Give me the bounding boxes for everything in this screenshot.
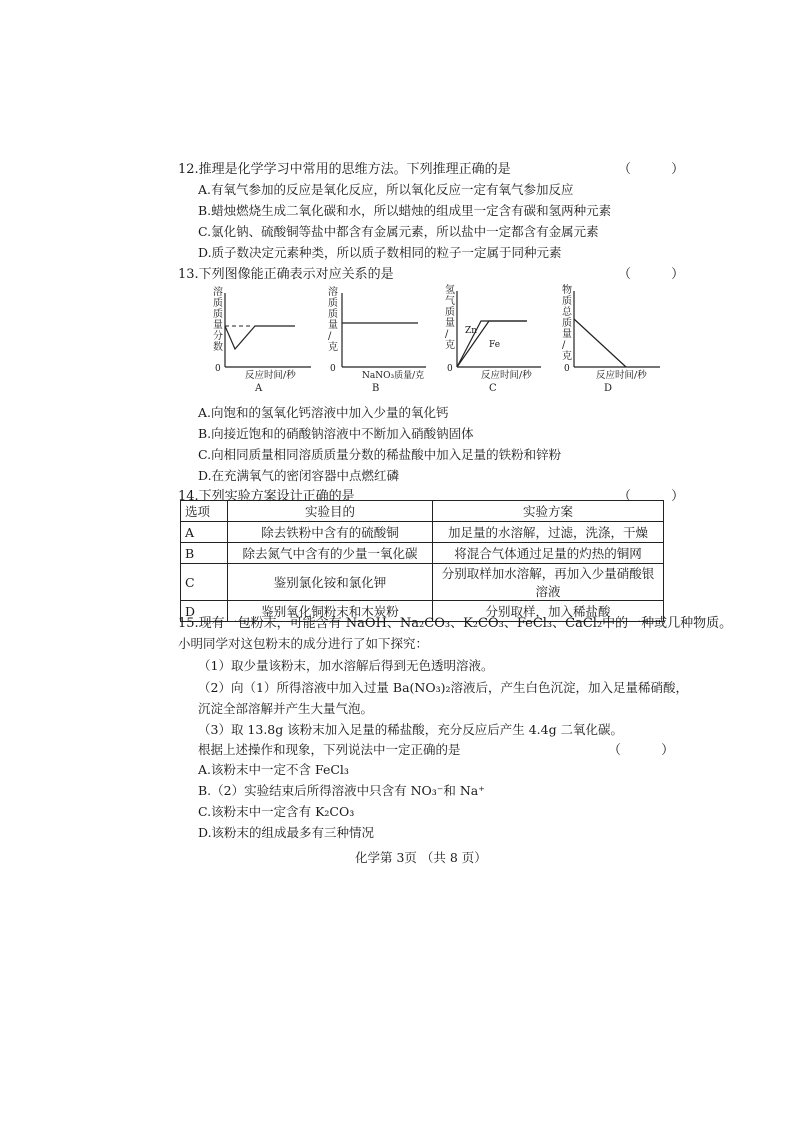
q12-answer-bracket: （ ）: [618, 162, 703, 177]
chart-d-ylabel-3: 质: [562, 318, 572, 329]
q15-line-2: 小明同学对这包粉末的成分进行了如下探究：: [178, 636, 429, 651]
q12-stem: 12.推理是化学学习中常用的思维方法。下列推理正确的是: [178, 162, 511, 177]
table-cell-plan: 分别取样，加入稀盐酸: [433, 601, 664, 622]
chart-b-ylabel-0: 溶: [328, 287, 338, 298]
table-header-option: 选项: [181, 501, 228, 522]
chart-c-ylabel-4: /: [445, 329, 449, 340]
chart-b-svg: [318, 285, 433, 395]
chart-d-curve: [574, 319, 626, 367]
chart-d-xlabel: 反应时间/秒: [596, 370, 647, 381]
table-cell-plan: 分别取样加水溶解，再加入少量硝酸银溶液: [433, 564, 664, 601]
chart-d-svg: [556, 283, 666, 395]
chart-c-xlabel: 反应时间/秒: [481, 370, 532, 381]
table-cell-purpose: 除去氮气中含有的少量一氧化碳: [228, 543, 433, 564]
chart-a-ylabel-1: 质: [213, 298, 223, 309]
chart-d-ylabel-2: 总: [562, 307, 572, 318]
chart-a-ylabel-0: 溶: [213, 287, 223, 298]
chart-c-letter: C: [489, 383, 497, 394]
table-cell-plan: 将混合气体通过足量的灼热的铜网: [433, 543, 664, 564]
q13-option-b: B.向接近饱和的硝酸钠溶液中不断加入硝酸钠固体: [198, 426, 474, 441]
q15-line-1: 15.现有一包粉末，可能含有 NaOH、Na₂CO₃、K₂CO₃、FeCl₃、CaCl₂中的一种或几种物质。: [178, 616, 733, 631]
table-row: [181, 522, 664, 543]
table-header-plan: 实验方案: [433, 501, 664, 522]
chart-a-ylabel-4: 分: [213, 331, 223, 342]
chart-a-origin: 0: [215, 364, 221, 374]
chart-c-ylabel-5: 克: [445, 340, 455, 351]
chart-c-ylabel-1: 气: [445, 296, 455, 307]
chart-a-ylabel-3: 量: [213, 320, 223, 331]
table-header-purpose: 实验目的: [228, 501, 433, 522]
chart-c-ylabel-0: 氢: [445, 285, 455, 296]
table-row: [181, 564, 664, 601]
chart-a-letter: A: [255, 383, 263, 394]
chart-d-ylabel-6: 克: [562, 351, 572, 362]
q13-answer-bracket: （ ）: [618, 267, 703, 282]
q15-step-2a: （2）向（1）所得溶液中加入过量 Ba(NO₃)₂溶液后，产生白色沉淀，加入足量稀硝酸，: [198, 680, 688, 695]
chart-d-ylabel-4: 量: [562, 329, 572, 340]
chart-c-ylabel-3: 量: [445, 318, 455, 329]
q12-option-a: A.有氧气参加的反应是氧化反应，所以氧化反应一定有氧气参加反应: [198, 182, 574, 197]
chart-c-svg: [437, 283, 547, 395]
table-row: [181, 543, 664, 564]
chart-b-ylabel-5: 克: [328, 342, 338, 353]
chart-a-ylabel-5: 数: [213, 342, 223, 353]
q15-step-2b: 沉淀全部溶解并产生大量气泡。: [198, 701, 374, 716]
q13-option-c: C.向相同质量相同溶质质量分数的稀盐酸中加入足量的铁粉和锌粉: [198, 447, 562, 462]
chart-b-ylabel-4: /: [328, 331, 332, 342]
chart-b-ylabel-2: 质: [328, 309, 338, 320]
table-cell-option: C: [181, 564, 228, 601]
chart-b: [318, 285, 433, 399]
chart-b-ylabel-1: 质: [328, 298, 338, 309]
q14-answer-bracket: （ ）: [618, 489, 703, 504]
table-cell-purpose: 除去铁粉中含有的硫酸铜: [228, 522, 433, 543]
q12-option-b: B.蜡烛燃烧生成二氧化碳和水，所以蜡烛的组成里一定含有碳和氢两种元素: [198, 203, 612, 218]
q15-option-b: B.（2）实验结束后所得溶液中只含有 NO₃⁻和 Na⁺: [198, 783, 485, 798]
chart-d-origin: 0: [564, 364, 570, 374]
q15-step-3: （3）取 13.8g 该粉末加入足量的稀盐酸，充分反应后产生 4.4g 二氧化碳。: [198, 722, 624, 737]
chart-d-ylabel-0: 物: [562, 285, 572, 296]
page-footer: 化学第 3页 （共 8 页）: [355, 850, 487, 865]
chart-a-ylabel-2: 质: [213, 309, 223, 320]
chart-d: [556, 283, 666, 399]
chart-a: [205, 285, 315, 399]
table-cell-purpose: 鉴别氧化铜粉末和木炭粉: [228, 601, 433, 622]
chart-b-ylabel-3: 量: [328, 320, 338, 331]
q14-stem: 14.下列实验方案设计正确的是: [178, 489, 355, 504]
table-header-row: [181, 501, 664, 522]
q15-option-c: C.该粉末中一定含有 K₂CO₃: [198, 804, 355, 819]
table-cell-option: D: [181, 601, 228, 622]
q13-stem: 13.下列图像能正确表示对应关系的是: [178, 267, 394, 282]
chart-a-xlabel: 反应时间/秒: [245, 370, 296, 381]
chart-d-letter: D: [604, 383, 613, 394]
q15-ask: 根据上述操作和现象，下列说法中一定正确的是: [198, 742, 461, 757]
q12-option-c: C.氯化钠、硫酸铜等盐中都含有金属元素，所以盐中一定都含有金属元素: [198, 224, 599, 239]
chart-c-series-zn: Zn: [465, 326, 478, 336]
table-cell-plan: 加足量的水溶解，过滤，洗涤，干燥: [433, 522, 664, 543]
q12-option-d: D.质子数决定元素种类，所以质子数相同的粒子一定属于同种元素: [198, 245, 562, 260]
chart-b-xlabel: NaNO₃质量/克: [362, 371, 425, 381]
chart-d-ylabel-1: 质: [562, 296, 572, 307]
table-cell-option: A: [181, 522, 228, 543]
chart-b-letter: B: [372, 383, 380, 394]
chart-c-series-fe: Fe: [489, 340, 501, 350]
q15-option-a: A.该粉末中一定不含 FeCl₃: [198, 762, 349, 777]
q15-option-d: D.该粉末的组成最多有三种情况: [198, 825, 375, 840]
q15-answer-bracket: （ ）: [608, 743, 693, 758]
chart-c: [437, 283, 547, 399]
table-cell-option: B: [181, 543, 228, 564]
chart-a-curve: [225, 326, 295, 349]
q13-option-a: A.向饱和的氢氧化钙溶液中加入少量的氧化钙: [198, 405, 449, 420]
q13-option-d: D.在充满氧气的密闭容器中点燃红磷: [198, 468, 400, 483]
chart-c-origin: 0: [447, 364, 453, 374]
q15-step-1: （1）取少量该粉末，加水溶解后得到无色透明溶液。: [198, 658, 494, 673]
chart-d-ylabel-5: /: [562, 340, 566, 351]
experiment-table: [180, 500, 664, 622]
chart-b-origin: 0: [330, 364, 336, 374]
chart-c-ylabel-2: 质: [445, 307, 455, 318]
table-cell-purpose: 鉴别氯化铵和氯化钾: [228, 564, 433, 601]
chart-a-svg: [205, 285, 315, 395]
